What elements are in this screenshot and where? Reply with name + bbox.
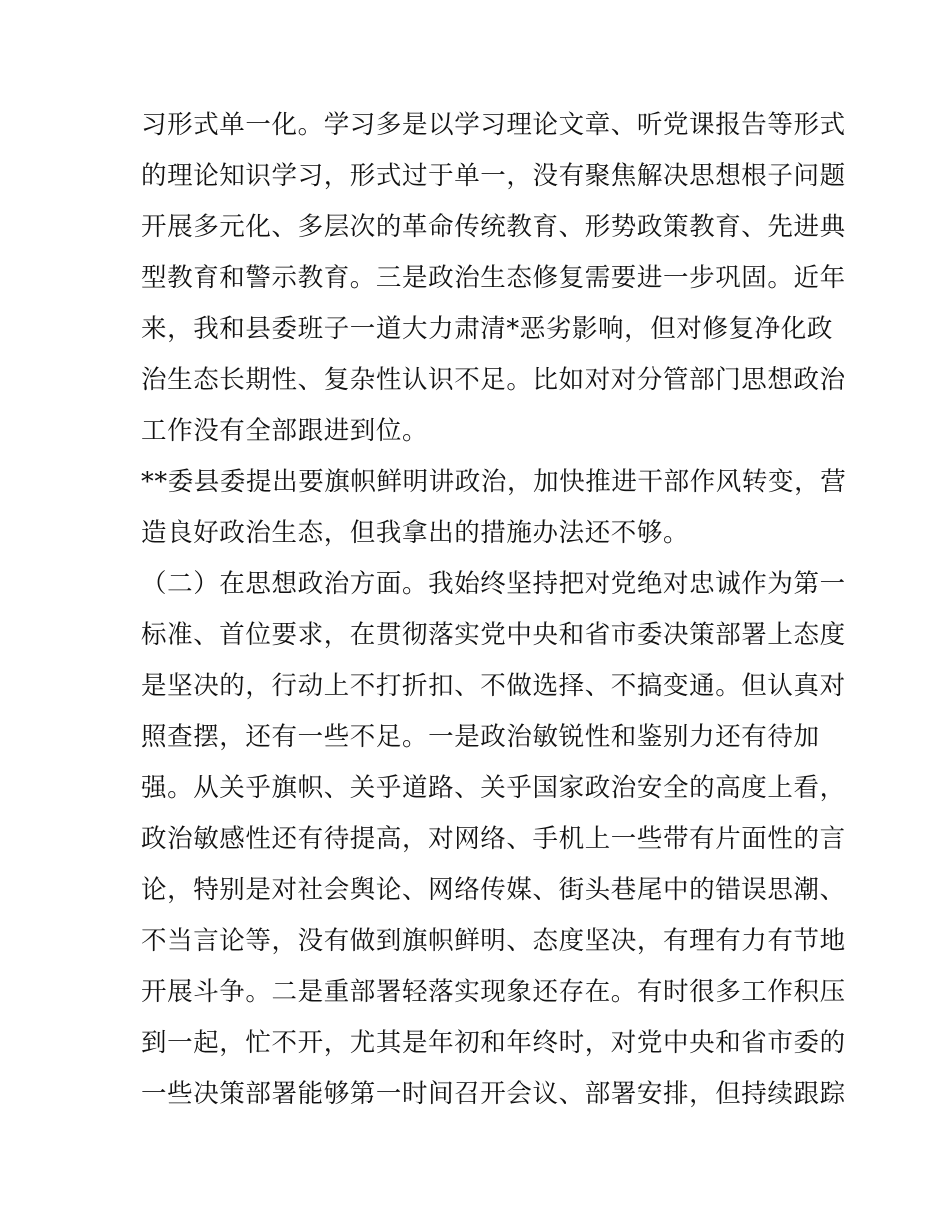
text-line: 工作没有全部跟进到位。	[141, 416, 429, 446]
text-line: 习形式单一化。学习多是以学习理论文章、听党课报告等形式	[141, 110, 846, 140]
text-line: 一些决策部署能够第一时间召开会议、部署安排，但持续跟踪	[141, 1079, 846, 1109]
text-line: 开展斗争。二是重部署轻落实现象还存在。有时很多工作积压	[141, 977, 846, 1007]
text-line: 来，我和县委班子一道大力肃清*恶劣影响，但对修复净化政	[141, 314, 833, 344]
text-line: **委县委提出要旗帜鲜明讲政治，加快推进干部作风转变，营	[141, 467, 847, 497]
document-body	[141, 100, 847, 1120]
text-line: 强。从关乎旗帜、关乎道路、关乎国家政治安全的高度上看，	[141, 773, 846, 803]
text-line: 标准、首位要求，在贯彻落实党中央和省市委决策部署上态度	[141, 620, 846, 650]
text-line: 的理论知识学习，形式过于单一，没有聚焦解决思想根子问题	[141, 161, 846, 191]
text-line: 照查摆，还有一些不足。一是政治敏锐性和鉴别力还有待加	[141, 722, 820, 752]
text-line: 论，特别是对社会舆论、网络传媒、街头巷尾中的错误思潮、	[141, 875, 846, 905]
text-line: 型教育和警示教育。三是政治生态修复需要进一步巩固。近年	[141, 263, 846, 293]
text-line: （二）在思想政治方面。我始终坚持把对党绝对忠诚作为第一	[141, 569, 846, 599]
text-line: 到一起，忙不开，尤其是年初和年终时，对党中央和省市委的	[141, 1028, 846, 1058]
text-line: 治生态长期性、复杂性认识不足。比如对对分管部门思想政治	[141, 365, 846, 395]
text-line: 造良好政治生态，但我拿出的措施办法还不够。	[141, 518, 690, 548]
text-line: 不当言论等，没有做到旗帜鲜明、态度坚决，有理有力有节地	[141, 926, 846, 956]
text-line: 政治敏感性还有待提高，对网络、手机上一些带有片面性的言	[141, 824, 846, 854]
text-line: 是坚决的，行动上不打折扣、不做选择、不搞变通。但认真对	[141, 671, 846, 701]
text-line: 开展多元化、多层次的革命传统教育、形势政策教育、先进典	[141, 212, 846, 242]
